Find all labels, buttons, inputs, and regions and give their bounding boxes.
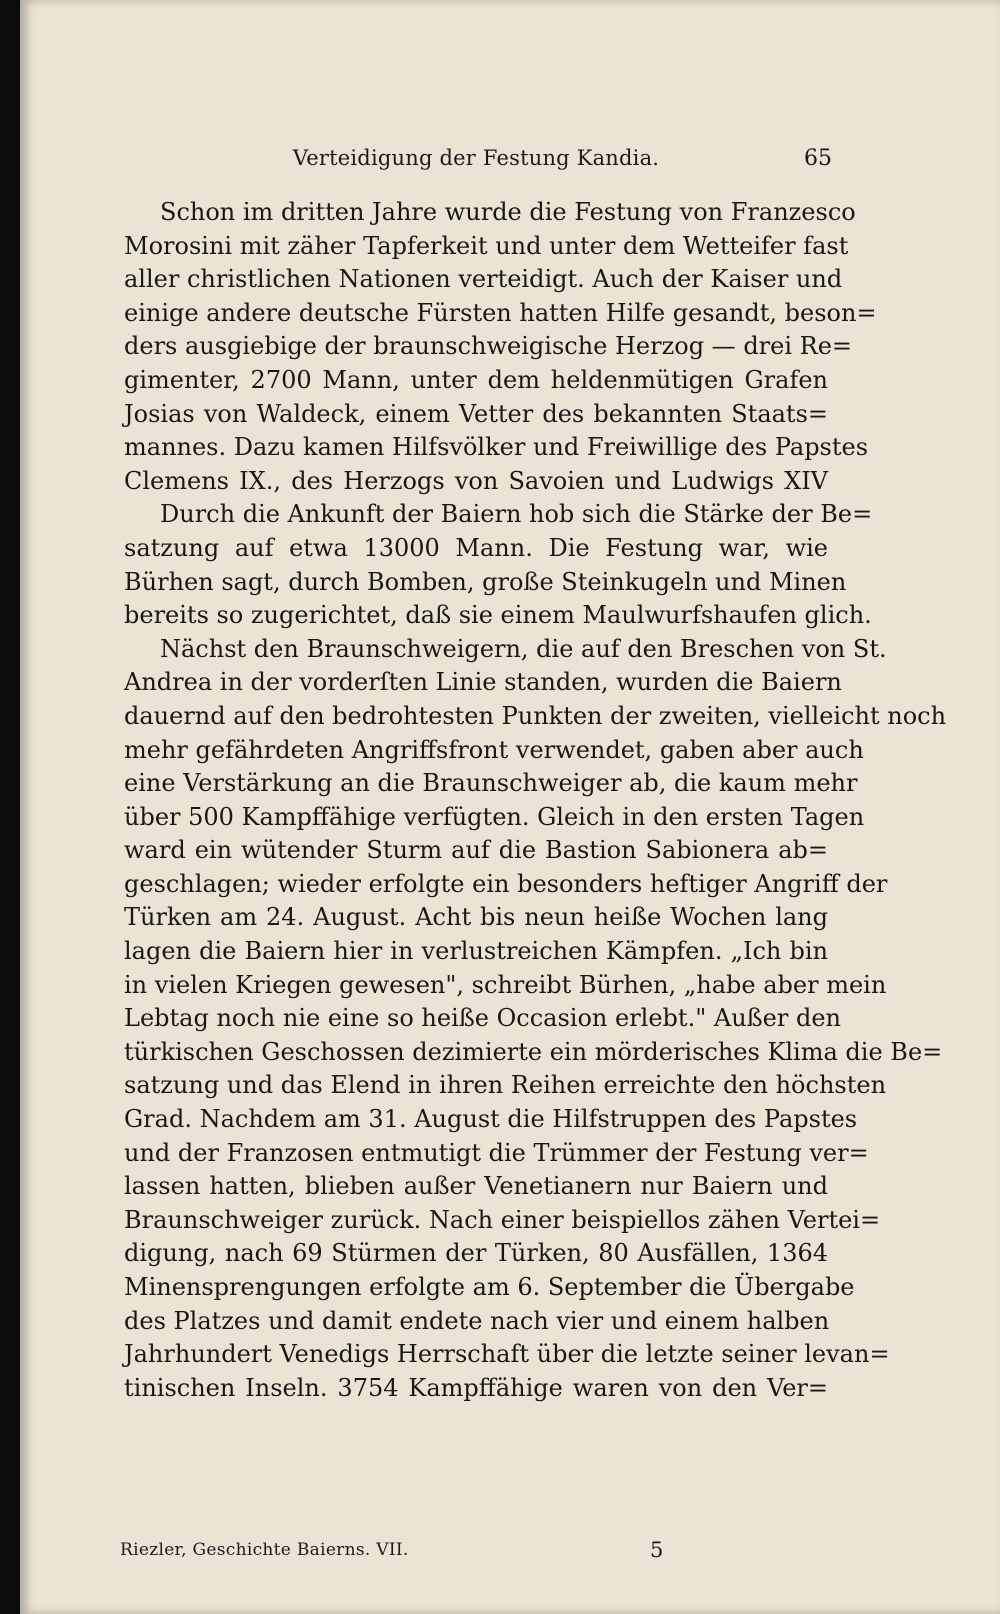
text-line: Bürhen sagt, durch Bomben, große Steinkugeln und Minen [124, 567, 847, 596]
text-line: türkischen Geschossen dezimierte ein mörderisches Klima die Be= [124, 1037, 943, 1066]
text-line: Clemens IX., des Herzogs von Savoien und Ludwigs XIV [124, 466, 828, 495]
text-line: dauernd auf den bedrohtesten Punkten der zweiten, vielleicht noch [124, 701, 947, 730]
text-line: aller christlichen Nationen verteidigt. Auch der Kaiser und [124, 265, 843, 294]
text-line: Morosini mit zäher Tapferkeit und unter dem Wetteifer fast [124, 231, 849, 260]
text-line: mannes. Dazu kamen Hilfsvölker und Freiwillige des Papstes [124, 433, 869, 462]
page-header [120, 140, 832, 180]
page-footer [120, 1540, 832, 1570]
text-line: gimenter, 2700 Mann, unter dem heldenmütigen Grafen [124, 365, 828, 394]
text-line: Minensprengungen erfolgte am 6. September die Übergabe [124, 1273, 855, 1301]
text-line: einige andere deutsche Fürsten hatten Hilfe gesandt, beson= [124, 298, 877, 327]
running-title: Verteidigung der Festung Kandia. [292, 146, 660, 170]
text-line: geschlagen; wieder erfolgte ein besonders heftiger Angriff der [124, 869, 888, 898]
text-line: Grad. Nachdem am 31. August die Hilfstruppen des Papstes [124, 1105, 858, 1134]
text-line: Schon im dritten Jahre wurde die Festung von Franzesco [160, 198, 856, 226]
text-line: ward ein wütender Sturm auf die Bastion Sabionera ab= [124, 836, 828, 865]
text-line: Andrea in der vorderſten Linie standen, wurden die Baiern [124, 668, 842, 697]
text-line: Braunschweiger zurück. Nach einer beispiellos zähen Vertei= [124, 1205, 881, 1234]
text-line: lassen hatten, blieben außer Venetianern nur Baiern und [124, 1172, 828, 1201]
text-line: mehr gefährdeten Angriffsfront verwendet, gaben aber auch [124, 735, 864, 764]
text-line: Nächst den Braunschweigern, die auf den Breschen von St. [160, 634, 887, 663]
text-line: über 500 Kampffähige verfügten. Gleich in den ersten Tagen [124, 802, 865, 831]
text-line: satzung und das Elend in ihren Reihen erreichte den höchsten [124, 1071, 887, 1100]
text-line: Lebtag noch nie eine so heiße Occasion erlebt." Außer den [124, 1004, 842, 1033]
text-line: satzung auf etwa 13000 Mann. Die Festung war, wie [124, 533, 828, 562]
text-line: tinischen Inseln. 3754 Kampffähige waren von den Ver= [124, 1373, 828, 1402]
page-number: 65 [804, 146, 832, 171]
text-line: digung, nach 69 Stürmen der Türken, 80 Ausfällen, 1364 [124, 1239, 828, 1268]
sheet-number: 5 [650, 1538, 664, 1562]
text-line: in vielen Kriegen gewesen", schreibt Bürhen, „habe aber mein [124, 970, 887, 999]
text-line: bereits so zugerichtet, daß sie einem Maulwurfshaufen glich. [124, 601, 872, 630]
book-page [20, 0, 1000, 1614]
text-line: Türken am 24. August. Acht bis neun heiße Wochen lang [124, 903, 828, 932]
text-line: und der Franzosen entmutigt die Trümmer der Festung ver= [124, 1138, 869, 1167]
body-text [124, 196, 947, 1405]
text-line: des Platzes und damit endete nach vier und einem halben [124, 1306, 830, 1335]
text-line: Durch die Ankunft der Baiern hob sich die Stärke der Be= [160, 500, 873, 529]
text-line: Josias von Waldeck, einem Vetter des bekannten Staats= [124, 399, 828, 428]
text-line: Jahrhundert Venedigs Herrschaft über die letzte seiner levan= [124, 1340, 890, 1369]
footer-signature: Riezler, Geschichte Baierns. VII. [120, 1540, 409, 1560]
text-line: lagen die Baiern hier in verlustreichen Kämpfen. „Ich bin [124, 937, 828, 966]
text-line: eine Verstärkung an die Braunschweiger ab, die kaum mehr [124, 769, 858, 798]
text-line: ders ausgiebige der braunschweigische Herzog — drei Re= [124, 332, 853, 361]
